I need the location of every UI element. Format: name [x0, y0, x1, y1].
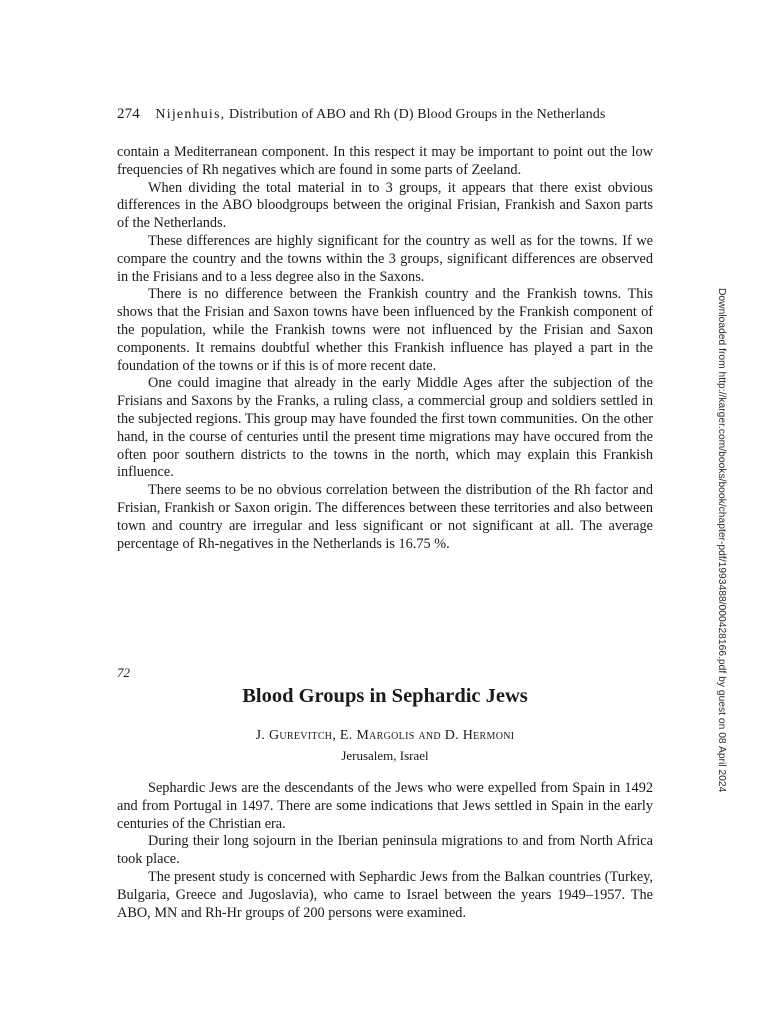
article-affiliation: Jerusalem, Israel [341, 748, 429, 763]
article-number: 72 [117, 665, 130, 680]
paragraph: There is no difference between the Frankish country and the Frankish towns. This shows that the Frisian and Saxon towns have been influenced by the Frankish component of the population, while the Frankish towns were not influenced by the Frisian and Saxon components. It remains doubtful whether this Frankish influence has played a part in the foundation of the towns or if this is of more recent date. [117, 286, 653, 374]
paragraph: There seems to be no obvious correlation between the distribution of the Rh factor and Frisian, Frankish or Saxon origin. The differences between these territories and also between town and country are irregular and less significant or not significant at all. The average percentage of Rh-negatives in the Netherlands is 16.75 %. [117, 482, 653, 552]
page-number: 274 [117, 106, 140, 122]
paragraph: These differences are highly significant for the country as well as for the towns. If we compare the country and the towns within the 3 groups, significant differences are observed in the Frisians and to a less degree also in the Saxons. [117, 232, 653, 285]
running-head [117, 106, 605, 123]
paragraph: Sephardic Jews are the descendants of the Jews who were expelled from Spain in 1492 and from Portugal in 1497. There are some indications that Jews settled in Spain in the early centuries of the Christian era. [117, 780, 653, 832]
running-head-title: Distribution of ABO and Rh (D) Blood Groups in the Netherlands [228, 107, 606, 122]
paragraph: When dividing the total material in to 3 groups, it appears that there exist obvious differences in the ABO bloodgroups between the original Frisian, Frankish and Saxon parts of the Netherlands. [117, 179, 653, 232]
article-body-continued [117, 144, 653, 553]
article-title: Blood Groups in Sephardic Jews [242, 685, 528, 707]
paragraph: The present study is concerned with Sephardic Jews from the Balkan countries (Turkey, Bulgaria, Greece and Jugoslavia), who came to Israel between the years 1949–1957. The ABO, MN and Rh-Hr groups of 200 persons were examined. [117, 868, 653, 921]
paragraph: One could imagine that already in the early Middle Ages after the subjection of the Frisians and Saxons by the Franks, a ruling class, a commercial group and soldiers settled in the subjected regions. This group may have founded the first town communities. On the other hand, in the course of centuries until the present time migrations may have occured from the often poor southern districts to the towns in the north, which may explain this Frankish influence. [117, 375, 653, 481]
paragraph: contain a Mediterranean component. In this respect it may be important to point out the low frequencies of Rh negatives which are found in some parts of Zeeland. [117, 144, 653, 178]
paragraph: During their long sojourn in the Iberian peninsula migrations to and from North Africa took place. [117, 833, 653, 868]
article-authors: J. Gurevitch, E. Margolis and D. Hermoni [255, 728, 515, 743]
running-head-author: Nijenhuis, [155, 107, 226, 122]
article-body [117, 780, 653, 922]
download-watermark: Downloaded from http://karger.com/books/book/chapter-pdf/1993488/000428166.pdf by guest on 08 April 2024 [716, 288, 727, 793]
